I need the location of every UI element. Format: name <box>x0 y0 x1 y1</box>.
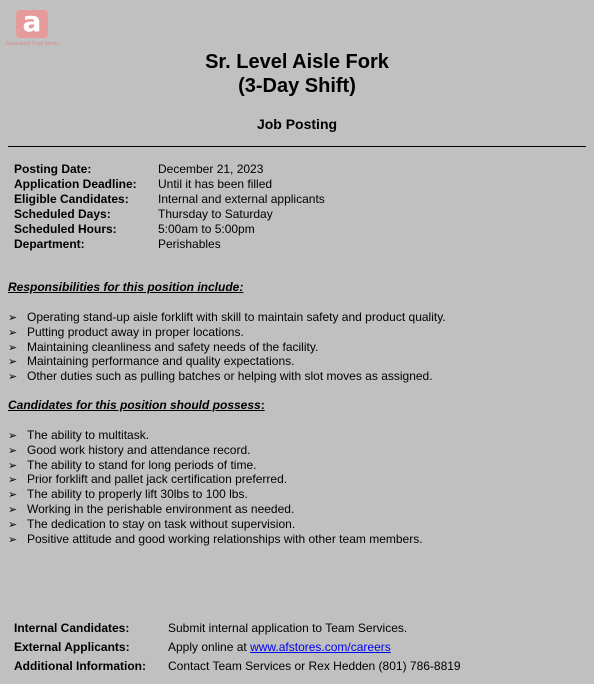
list-item-text: Positive attitude and good working relationships with other team members. <box>27 531 423 546</box>
arrow-bullet-icon: ➢ <box>8 459 18 472</box>
list-item-text: Good work history and attendance record. <box>27 442 251 457</box>
detail-label: Posting Date: <box>14 162 92 176</box>
detail-row <box>14 192 325 207</box>
posting-details <box>14 162 325 252</box>
footer-row-internal <box>14 619 461 638</box>
company-logo <box>16 5 48 38</box>
list-item-text: Maintaining cleanliness and safety needs of the facility. <box>27 339 319 354</box>
additional-info-label: Additional Information: <box>14 659 146 673</box>
list-item <box>8 472 423 487</box>
footer-contact <box>14 619 461 676</box>
list-item-text: Working in the perishable environment as needed. <box>27 501 295 516</box>
logo-glyph: a <box>22 5 42 38</box>
list-item <box>8 443 423 458</box>
internal-candidates-label: Internal Candidates: <box>14 621 130 635</box>
arrow-bullet-icon: ➢ <box>8 430 18 442</box>
detail-label: Department: <box>14 237 85 251</box>
additional-info-value: Contact Team Services or Rex Hedden (801) 786-8819 <box>168 659 461 673</box>
posting-subtitle: Job Posting <box>256 116 338 132</box>
arrow-bullet-icon: ➢ <box>8 326 18 339</box>
footer-row-info <box>14 657 461 676</box>
job-title-line1: Sr. Level Aisle Fork <box>205 51 389 73</box>
detail-label: Application Deadline: <box>14 177 137 191</box>
divider <box>8 146 586 147</box>
arrow-bullet-icon: ➢ <box>8 356 18 369</box>
list-item <box>8 310 446 325</box>
arrow-bullet-icon: ➢ <box>8 444 18 457</box>
list-item <box>8 354 446 369</box>
arrow-bullet-icon: ➢ <box>8 503 18 516</box>
detail-row <box>14 222 325 237</box>
list-item <box>8 458 423 473</box>
internal-candidates-value: Submit internal application to Team Services. <box>168 621 408 635</box>
list-item <box>8 502 423 517</box>
responsibilities-heading: Responsibilities for this position include: <box>8 280 244 294</box>
list-item <box>8 428 423 443</box>
detail-value: 5:00am to 5:00pm <box>158 222 255 236</box>
detail-value: Thursday to Saturday <box>158 207 273 221</box>
arrow-bullet-icon: ➢ <box>8 489 18 502</box>
detail-row <box>14 237 325 252</box>
detail-label: Eligible Candidates: <box>14 192 129 206</box>
logo-tagline: Associated Food Stores <box>6 41 60 47</box>
job-title <box>0 50 594 98</box>
external-applicants-prefix: Apply online at <box>168 640 251 654</box>
list-item-text: Operating stand-up aisle forklift with skill to maintain safety and product quality. <box>27 310 446 324</box>
list-item-text: Putting product away in proper locations. <box>27 324 244 339</box>
list-item-text: The ability to stand for long periods of time. <box>27 457 257 472</box>
list-item-text: Maintaining performance and quality expectations. <box>27 354 295 369</box>
list-item-text: Other duties such as pulling batches or helping with slot moves as assigned. <box>27 369 433 384</box>
job-title-line2: (3-Day Shift) <box>238 75 356 97</box>
list-item <box>8 325 446 340</box>
responsibilities-list <box>8 310 446 384</box>
list-item-text: Prior forklift and pallet jack certification preferred. <box>27 472 288 487</box>
detail-value: Internal and external applicants <box>158 192 325 206</box>
external-applicants-label: External Applicants: <box>14 640 130 654</box>
detail-row <box>14 177 325 192</box>
detail-row <box>14 162 325 177</box>
list-item <box>8 532 423 547</box>
list-item-text: The ability to properly lift 30lbs to 100 lbs. <box>27 487 248 502</box>
detail-row <box>14 207 325 222</box>
candidates-heading-text: Candidates for this position should possess <box>8 398 261 412</box>
detail-label: Scheduled Hours: <box>14 222 117 236</box>
candidates-heading-colon: : <box>260 398 265 412</box>
list-item-text: The dedication to stay on task without supervision. <box>27 516 296 531</box>
list-item <box>8 517 423 532</box>
arrow-bullet-icon: ➢ <box>8 474 18 487</box>
list-item <box>8 487 423 502</box>
footer-row-external <box>14 638 461 657</box>
list-item-text: The ability to multitask. <box>27 428 150 442</box>
careers-link[interactable]: www.afstores.com/careers <box>250 640 391 654</box>
detail-value: Until it has been filled <box>158 177 273 191</box>
list-item <box>8 340 446 355</box>
candidates-heading <box>8 398 265 412</box>
arrow-bullet-icon: ➢ <box>8 533 18 546</box>
arrow-bullet-icon: ➢ <box>8 341 18 354</box>
detail-value: December 21, 2023 <box>158 162 264 176</box>
detail-value: Perishables <box>158 237 221 251</box>
arrow-bullet-icon: ➢ <box>8 312 18 324</box>
arrow-bullet-icon: ➢ <box>8 518 18 531</box>
arrow-bullet-icon: ➢ <box>8 371 18 384</box>
detail-label: Scheduled Days: <box>14 207 111 221</box>
candidates-list <box>8 428 423 546</box>
list-item <box>8 369 446 384</box>
